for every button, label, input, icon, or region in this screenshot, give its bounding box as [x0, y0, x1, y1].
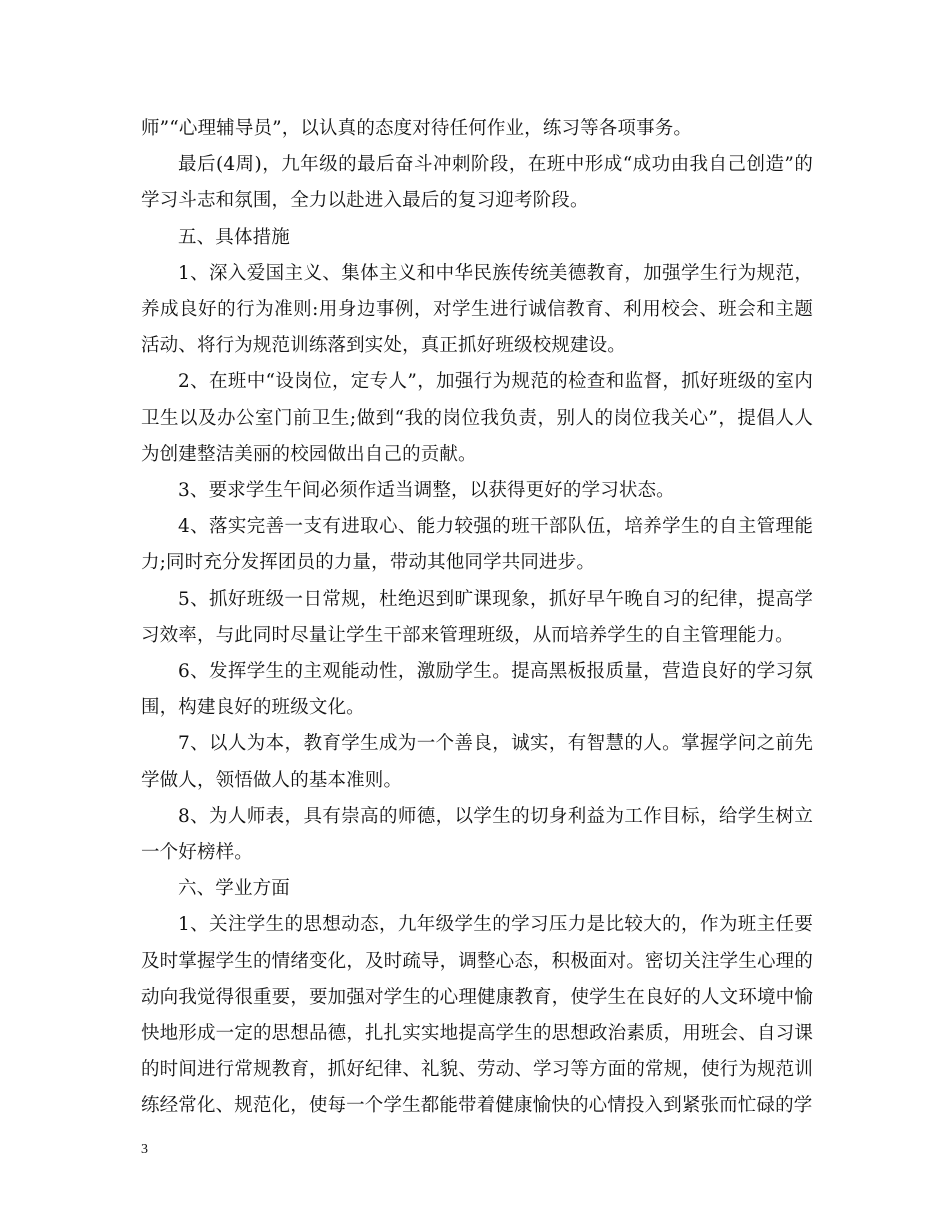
- paragraph-measure-8: 8、为人师表，具有崇高的师德，以学生的切身利益为工作目标，给学生树立一个好榜样。: [141, 805, 813, 864]
- paragraph-measure-5: 5、抓好班级一日常规，杜绝迟到旷课现象，抓好早午晚自习的纪律，提高学习效率，与此同时尽量让学生干部来管理班级，从而培养学生的自主管理能力。: [141, 588, 813, 646]
- document-body: [141, 111, 813, 1125]
- paragraph-academics-1: 1、关注学生的思想动态，九年级学生的学习压力是比较大的，作为班主任要及时掌握学生的情绪变化，及时疏导，调整心态，积极面对。密切关注学生心理的动向我觉得很重要，要加强对学生的心理健康教育，使学生在良好的人文环境中愉快地形成一定的思想品德，扎扎实实地提高学生的思想政治素质，用班会、自习课的时间进行常规教育，抓好纪律、礼貌、劳动、学习等方面的常规，使行为规范训练经常化、规范化，使每一个学生都能带着健康愉快的心情投入到紧张而忙碌的学: [141, 914, 813, 1117]
- page-number: 3: [141, 1142, 148, 1157]
- paragraph-measure-2: 2、在班中“设岗位，定专人”，加强行为规范的检查和监督，抓好班级的室内卫生以及办公室门前卫生;做到“我的岗位我负责，别人的岗位我关心”，提倡人人为创建整洁美丽的校园做出自己的贡献。: [141, 371, 813, 465]
- paragraph-continuation: 师”“心理辅导员”，以认真的态度对待任何作业，练习等各项事务。: [141, 118, 693, 139]
- paragraph-measure-7: 7、以人为本，教育学生成为一个善良，诚实，有智慧的人。掌握学问之前先学做人，领悟做人的基本准则。: [141, 733, 813, 791]
- section-heading-academics: 六、学业方面: [178, 878, 290, 900]
- paragraph-final-stage: 最后(4周)，九年级的最后奋斗冲刺阶段，在班中形成“成功由我自己创造”的学习斗志和氛围，全力以赴进入最后的复习迎考阶段。: [141, 154, 813, 212]
- paragraph-measure-4: 4、落实完善一支有进取心、能力较强的班干部队伍，培养学生的自主管理能力;同时充分发挥团员的力量，带动其他同学共同进步。: [141, 516, 813, 574]
- paragraph-measure-3: 3、要求学生午间必须作适当调整，以获得更好的学习状态。: [178, 480, 675, 502]
- section-heading-measures: 五、具体措施: [178, 226, 290, 248]
- paragraph-measure-6: 6、发挥学生的主观能动性，激励学生。提高黑板报质量，营造良好的学习氛围，构建良好的班级文化。: [141, 661, 813, 719]
- paragraph-measure-1: 1、深入爱国主义、集体主义和中华民族传统美德教育，加强学生行为规范，养成良好的行为准则:用身边事例，对学生进行诚信教育、利用校会、班会和主题活动、将行为规范训练落到实处，真正抓好班级校规建设。: [141, 262, 813, 357]
